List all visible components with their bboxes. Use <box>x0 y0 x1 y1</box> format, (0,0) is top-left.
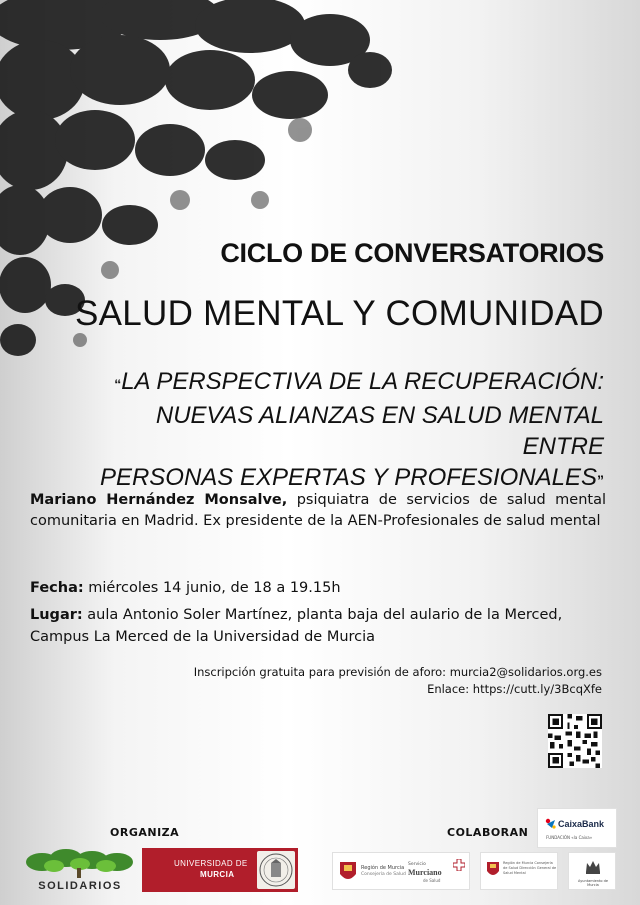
solidarios-logo <box>22 848 138 892</box>
main-title: SALUD MENTAL Y COMUNIDAD <box>74 294 604 333</box>
lugar-label: Lugar: <box>30 607 83 623</box>
solidarios-wordmark: SOLIDARIOS <box>38 880 122 892</box>
talk-title-line-3: PERSONAS EXPERTAS Y PROFESIONALES” <box>99 464 604 491</box>
fecha-value: miércoles 14 junio, de 18 a 19.15h <box>83 580 341 596</box>
close-quote: ” <box>597 472 604 488</box>
um-line-2: MURCIA <box>200 870 235 879</box>
sms-line-1: Servicio <box>408 862 426 867</box>
talk-title-line-1: “LA PERSPECTIVA DE LA RECUPERACIÓN: <box>114 368 604 395</box>
speaker-bio <box>30 490 606 532</box>
ayto-crown-icon <box>584 858 602 876</box>
region-line-2: Consejería de Salud <box>361 872 406 877</box>
consejeria-text: Región de Murcia Consejería de Salud Dirección General de Salud Mental <box>503 861 557 875</box>
ayuntamiento-murcia-logo <box>568 852 616 890</box>
um-line-1: UNIVERSIDAD DE <box>174 859 248 868</box>
event-location <box>30 604 610 648</box>
sms-line-2: Murciano <box>408 868 442 877</box>
event-date <box>30 578 610 599</box>
fecha-label: Fecha: <box>30 580 84 596</box>
registration-email[interactable]: Inscripción gratuita para previsión de aforo: murcia2@solidarios.org.es <box>193 665 602 679</box>
talk-title-line-2: NUEVAS ALIANZAS EN SALUD MENTAL ENTRE <box>155 402 604 460</box>
lugar-value: aula Antonio Soler Martínez, planta baja del aulario de la Merced, Campus La Merced de la Universidad de Murcia <box>30 607 563 645</box>
colaboran-label: COLABORAN <box>447 826 529 839</box>
region-shield-icon <box>338 860 358 884</box>
series-title: CICLO DE CONVERSATORIOS <box>220 238 604 268</box>
consejeria-salud-logo <box>480 852 558 890</box>
caixabank-logo <box>537 808 617 848</box>
region-line-1: Región de Murcia <box>361 865 405 871</box>
caixa-star-icon <box>544 817 558 831</box>
sms-line-3: de Salud <box>423 878 441 883</box>
speaker-name: Mariano Hernández Monsalve, <box>30 492 288 508</box>
organiza-label: ORGANIZA <box>110 826 180 839</box>
um-seal-icon <box>257 851 295 889</box>
qr-code-icon[interactable] <box>548 714 602 768</box>
caixa-foundation: FUNDACIÓN «la Caixa» <box>546 835 593 840</box>
region-murcia-sms-logo <box>332 852 470 890</box>
sms-cross-icon <box>453 859 465 871</box>
caixabank-name: CaixaBank <box>558 819 605 829</box>
universidad-murcia-logo <box>142 848 298 892</box>
speaker-description: psiquiatra de servicios de salud mental comunitaria en Madrid. Ex presidente de la AEN-Profesionales de salud mental <box>30 492 606 529</box>
registration-link[interactable]: Enlace: https://cutt.ly/3BcqXfe <box>427 682 602 696</box>
solidarios-tree-icon <box>22 848 138 880</box>
ayto-text: Ayuntamiento de Murcia <box>578 879 608 887</box>
talk-title <box>84 366 604 496</box>
consejeria-shield-icon <box>486 861 500 879</box>
registration-info <box>42 664 602 698</box>
open-quote: “ <box>114 376 122 392</box>
